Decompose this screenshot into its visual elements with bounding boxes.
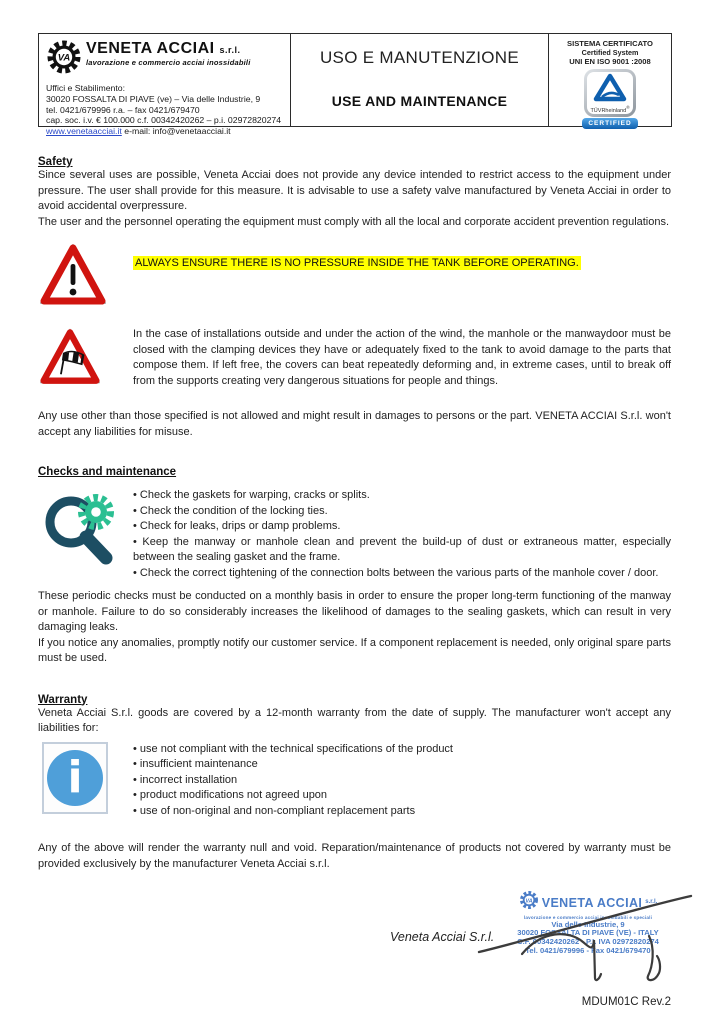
- svg-text:VA: VA: [57, 52, 71, 64]
- checks-bullet-list: [133, 488, 671, 581]
- company-brand: [46, 39, 284, 80]
- safety-heading: Safety: [38, 156, 73, 168]
- warranty-intro-paragraph: Veneta Acciai S.r.l. goods are covered by a 12-month warranty from the date of supply. The manufacturer won't accept any liabilities for:: [38, 706, 671, 734]
- company-address-block: [46, 83, 284, 137]
- exclamation-icon: [71, 264, 76, 285]
- stamp-tax-codes: C.F. 00342420262 - P.I. IVA 02972820274: [517, 937, 659, 947]
- stamp-tagline: lavorazione e commercio acciai inossidabili e speciali: [523, 915, 653, 921]
- checks-bullet-5: • Check the correct tightening of the connection bolts between the various parts of the manhole cover / door.: [133, 566, 671, 582]
- safety-paragraph-2: The user and the personnel operating the equipment must comply with all the local and corporate accident prevention regulations.: [38, 215, 670, 228]
- cert-line-1: SISTEMA CERTIFICATO: [567, 39, 653, 48]
- safety-paragraph-1: Since several uses are possible, Veneta Acciai does not provide any device intended to restrict access to the equipment under pressure. The user shall provide for this measure. It is advisable to use a safety valve manufactured by Veneta Acciai in order to avoid accidental overpressure.: [38, 169, 671, 212]
- warranty-heading: Warranty: [38, 693, 88, 706]
- exclamation-warning-triangle-icon: [38, 242, 133, 313]
- signature-company-name: Veneta Acciai S.r.l.: [390, 930, 495, 944]
- document-title-english: USE AND MAINTENANCE: [331, 93, 508, 109]
- periodic-checks-paragraph: These periodic checks must be conducted on a monthly basis in order to ensure the proper long-term functioning of the manway or manhole. Failure to do so considerably increases the likelihood of damages to the sealing gaskets, which can result in very damaging leaks.: [38, 590, 671, 633]
- stamp-company-suffix: s.r.l.: [645, 899, 658, 906]
- stamp-city: 30020 FOSSALTA DI PIAVE (VE) - ITALY: [517, 928, 659, 938]
- pressure-warning-text: ALWAYS ENSURE THERE IS NO PRESSURE INSIDE THE TANK BEFORE OPERATING.: [135, 257, 579, 269]
- checks-bullet-2: • Check the condition of the locking ties.: [133, 504, 671, 520]
- document-header: [38, 33, 672, 137]
- cert-line-2: Certified System: [581, 48, 639, 57]
- cert-line-3: UNI EN ISO 9001 :2008: [569, 57, 651, 66]
- warranty-bullet-5: • use of non-original and non-compliant replacement parts: [133, 804, 671, 820]
- company-gear-logo-icon: [46, 39, 82, 80]
- warranty-bullet-2: • insufficient maintenance: [133, 757, 671, 773]
- title-cell: [291, 34, 549, 126]
- pressure-warning-row: [38, 242, 671, 313]
- magnifier-gear-icon: [38, 488, 133, 581]
- company-email: e-mail: info@venetaacciai.it: [124, 126, 231, 137]
- checks-bullet-3: • Check for leaks, drips or damp problems.: [133, 519, 671, 535]
- stamp-company-name: VENETA ACCIAI: [541, 895, 643, 910]
- tuv-rheinland-badge-icon: [580, 69, 640, 129]
- checks-bullet-4: • Keep the manway or manhole clean and prevent the build-up of dust or extraneous matter, especially between the sealing gasket and the frame.: [133, 535, 671, 566]
- company-address: 30020 FOSSALTA DI PIAVE (ve) – Via delle Industrie, 9: [46, 93, 261, 104]
- document-title-italian: USO E MANUTENZIONE: [319, 48, 520, 67]
- signature-scribble: [477, 890, 697, 990]
- tuv-label: TÜVRheinland: [590, 107, 627, 114]
- signature-area: [38, 890, 671, 994]
- windsock-warning-triangle-icon: [38, 327, 133, 392]
- stamp-address: Via delle Industrie, 9: [551, 919, 625, 929]
- checks-bullet-1: • Check the gaskets for warping, cracks or splits.: [133, 488, 671, 504]
- info-icon: i: [38, 742, 133, 820]
- document-code: MDUM01C Rev.2: [581, 996, 671, 1008]
- anomalies-paragraph: If you notice any anomalies, promptly notify our customer service. If a component replacement is needed, only original spare parts must be used.: [38, 636, 671, 664]
- warranty-row: [38, 742, 671, 820]
- certification-cell: [549, 34, 671, 126]
- company-suffix: s.r.l.: [219, 45, 241, 55]
- office-label: Uffici e Stabilimento:: [46, 83, 126, 93]
- company-phone: tel. 0421/679996 r.a. – fax 0421/679470: [46, 104, 200, 115]
- warranty-bullet-4: • product modifications not agreed upon: [133, 788, 671, 804]
- company-website-link[interactable]: www.venetaacciai.it: [46, 126, 122, 137]
- company-tagline: lavorazione e commercio acciai inossidabili: [86, 58, 251, 67]
- warranty-bullet-3: • incorrect installation: [133, 773, 671, 789]
- tuv-certified-banner: CERTIFIED: [582, 118, 638, 129]
- wind-warning-text: In the case of installations outside and under the action of the wind, the manhole or the manwaydoor must be closed with the clamping devices they have or adequately fixed to the tank to avoid damage to the parts that compose them. If left free, the covers can beat repeatedly deforming and, in extreme cases, until to break off from the supports creating very dangerous situations for people and things.: [133, 328, 671, 387]
- company-brand-text: [86, 39, 251, 67]
- warranty-void-paragraph: Any of the above will render the warranty null and void. Reparation/maintenance of products not covered by warranty must be provided exclusively by the manufacturer Veneta Acciai s.r.l.: [38, 842, 671, 870]
- company-name: VENETA ACCIAI: [86, 40, 215, 57]
- checks-row: [38, 488, 671, 581]
- warranty-bullet-1: • use not compliant with the technical specifications of the product: [133, 742, 671, 758]
- company-info-cell: [39, 34, 291, 137]
- wind-warning-row: [38, 327, 671, 392]
- company-capital: cap. soc. i.v. € 100.000 c.f. 00342420262 – p.i. 02972820274: [46, 115, 282, 126]
- registered-mark: ®: [626, 105, 630, 110]
- checks-heading: Checks and maintenance: [38, 466, 177, 478]
- stamp-phone: Tel. 0421/679996 - Fax 0421/679470: [525, 945, 651, 955]
- tuv-triangle-icon: [588, 72, 632, 102]
- misuse-paragraph: Any use other than those specified is not allowed and might result in damages to persons or the part. VENETA ACCIAI S.r.l. won't accept any liabilities for misuse.: [38, 410, 671, 438]
- svg-text:VA: VA: [525, 898, 533, 905]
- company-stamp: [497, 890, 679, 956]
- warranty-bullet-list: [133, 742, 671, 820]
